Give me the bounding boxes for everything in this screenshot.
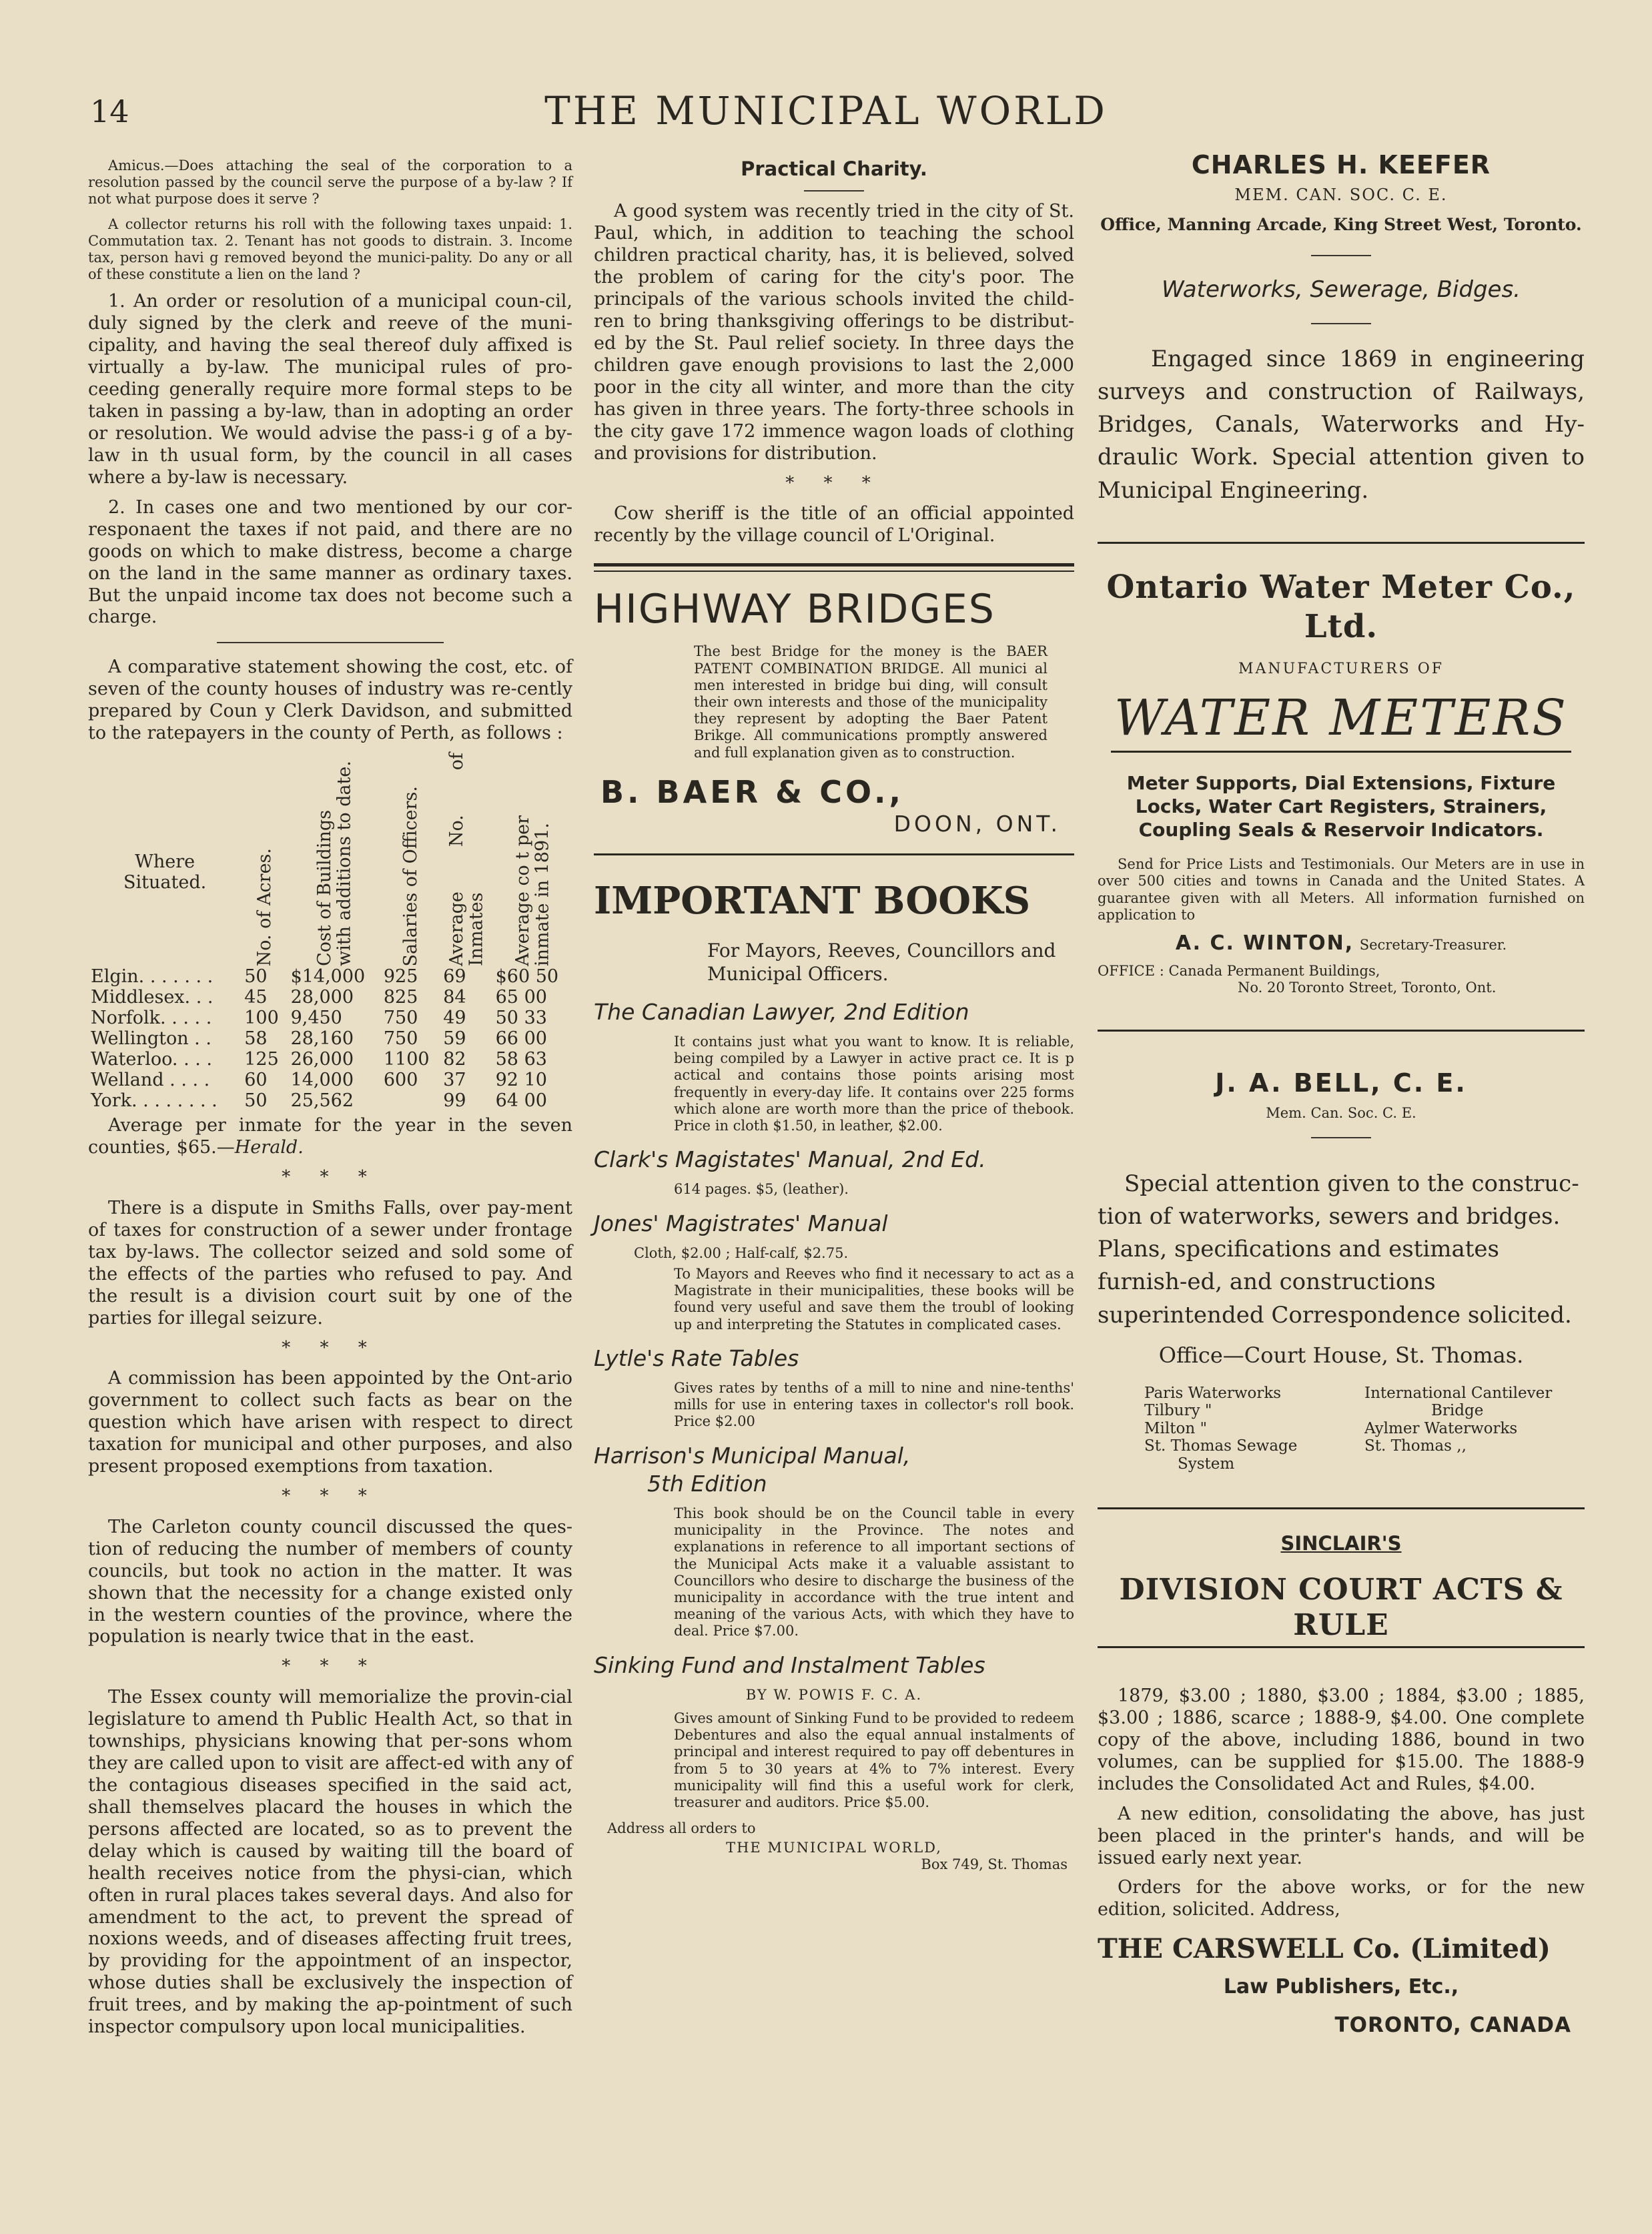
book-jones-body: To Mayors and Reeves who find it necessary to act as a Magistrate in their municipalities, these books will be found very useful and save them the troubl of looking up and interpreting the Statutes in complicated cases. — [674, 1265, 1074, 1333]
header-salaries: Salaries of Officers. — [400, 785, 421, 967]
book-lytle-body: Gives rates by tenths of a mill to nine and nine-tenths' mills for use in entering taxes in collector's roll book. Price $2.00 — [674, 1379, 1074, 1430]
winton-office-line2: No. 20 Toronto Street, Toronto, Ont. — [1238, 979, 1497, 996]
amicus-question: Amicus.—Does attaching the seal of the corporation to a resolution passed by the council serve the purpose of a by-law ? If not what purpose does it serve ? — [88, 157, 572, 208]
charity-title: Practical Charity. — [741, 157, 927, 180]
commission-paragraph: A commission has been appointed by the Ont-ario government to collect such facts as bear on the question which have arisen with respect to direct taxation for municipal and other purposes, and also present proposed exemptions from taxation. — [88, 1368, 572, 1477]
table-row: Norfolk. . . . . 100 9,450 750 49 50 33 — [91, 1008, 547, 1029]
herald-source: Herald. — [234, 1137, 304, 1158]
sinclair-label: SINCLAIR'S — [1280, 1532, 1402, 1555]
section-stars: * * * — [282, 1486, 379, 1507]
book-clarks-manual-title: Clark's Magistates' Manual, 2nd Ed. — [594, 1146, 986, 1173]
bell-works-right: International Cantilever Bridge Aylmer Waterworks St. Thomas ,, — [1364, 1385, 1553, 1455]
divider — [1311, 323, 1371, 324]
charity-paragraph: A good system was recently tried in the city of St. Paul, which, in addition to teaching the school children practical charity, has, it is believed, solved the problem of caring for the city's poor. The principals of the various schools invited the child-ren to bring thanksgiving offerings to be distribut-ed by the St. Paul relief society. In three days the children gave enough provisions to last the 2,000 poor in the city all winter, and more than the city has given in three years. The forty-three schools in the city gave 172 immence wagon loads of clothing and provisions for distribution. — [594, 201, 1074, 464]
divider — [594, 853, 1074, 855]
column-left — [88, 157, 572, 2046]
book-canadian-lawyer-title: The Canadian Lawyer, 2nd Edition — [594, 998, 969, 1025]
highway-bridges-title: HIGHWAY BRIDGES — [594, 586, 995, 633]
important-books-subtitle: For Mayors, Reeves, Councillors and Municipal Officers. — [707, 940, 1056, 985]
column-middle — [594, 157, 1074, 1874]
carswell-name: THE CARSWELL Co. (Limited) — [1098, 1933, 1551, 1965]
divider — [1311, 255, 1371, 256]
divider — [804, 190, 864, 192]
smiths-falls-paragraph: There is a dispute in Smiths Falls, over pay-ment of taxes for construction of a sewer under frontage tax by-laws. The collector seized and sold some of the effects of the parties who refused to pay. And the result is a division court suit by one of the parties for illegal seizure. — [88, 1198, 572, 1329]
answer-one: 1. An order or resolution of a municipal coun-cil, duly signed by the clerk and reeve of the muni-cipality, and having the seal thereof duly affixed is virtually a by-law. The municipal rules of pro-ceeding generally require more formal steps to be taken in passing a by-law, than in adopting an order or resolution. We would advise the pass-i g of a by-law in th usual form, by the council in all cases where a by-law is necessary. — [88, 291, 572, 488]
winton-name: A. C. WINTON, — [1175, 932, 1354, 956]
table-row: York. . . . . . . . 50 25,562 99 64 00 — [91, 1090, 547, 1112]
essex-paragraph: The Essex county will memorialize the provin-cial legislature to amend th Public Health Act, so that in townships, physicians knowing that per-sons whom they are called upon to visit are affect-ed with any of the contagious diseases specified in the said act, shall themselves placard the houses in which the persons affected are located, so as to prevent the delay which is caused by waiting till the board of health receives notice from the physi-cian, which often in rural places takes several days. And also for amendment to the act, to prevent the spread of noxions weeds, and of diseases affecting fruit trees, by providing for the appointment of an inspector, whose duties shall be exclusively the inspection of fruit trees, and by making the ap-pointment of such inspector compulsory upon local municipalities. — [88, 1687, 572, 2038]
book-clarks-manual-body: 614 pages. $5, (leather). — [674, 1181, 849, 1198]
keefer-office: Office, Manning Arcade, King Street West, Toronto. — [1100, 214, 1582, 234]
bell-name: J. A. BELL, C. E. — [1215, 1068, 1467, 1098]
divider — [1098, 542, 1585, 544]
winton-line — [1098, 932, 1585, 956]
ontario-water-meter-title: Ontario Water Meter Co., Ltd. — [1106, 569, 1576, 645]
ontario-manufacturers-label: MANUFACTURERS OF — [1238, 661, 1444, 678]
header-acres: No. of Acres. — [254, 847, 276, 967]
winton-office — [1098, 963, 1585, 980]
bell-body: Special attention given to the construc-tion of waterworks, sewers and bridges. Plans, specifications and estimates furnish-ed, and constructions superintended Correspondence solicited. — [1098, 1170, 1579, 1329]
bell-office: Office—Court House, St. Thomas. — [1158, 1343, 1524, 1369]
ontario-send-text: Send for Price Lists and Testimonials. Our Meters are in use in over 500 cities and towns in Canada and the United States. A guarantee given with all Meters. All information furnished on application to — [1098, 856, 1585, 923]
header-cost-per-inmate: Average co t per inmate in 1891. — [512, 815, 553, 967]
table-row: Welland . . . . 60 14,000 600 37 92 10 — [91, 1070, 547, 1091]
divider-thin — [594, 571, 1074, 572]
bell-membership: Mem. Can. Soc. C. E. — [1266, 1105, 1416, 1122]
keefer-name: CHARLES H. KEEFER — [1191, 150, 1491, 179]
section-stars: * * * — [282, 1167, 379, 1188]
divider — [1311, 1137, 1371, 1138]
baer-company: B. BAER & CO., — [600, 773, 905, 810]
highway-bridges-body: The best Bridge for the money is the BAER PATENT COMBINATION BRIDGE. All munici al men interested in bridge bui ding, will consult their own interests and those of the municipality they represent by adopting the Baer Patent Brikge. All communications promptly answered and full explanation given as to construction. — [694, 643, 1048, 761]
collector-question: A collector returns his roll with the following taxes unpaid: 1. Commutation tax. 2. Tenant has not goods to distrain. 3. Income tax, person havi g removed beyond the munici-pality. Do any or all of these constitute a lien on the land ? — [88, 216, 572, 283]
book-harrison-edition: 5th Edition — [647, 1470, 767, 1497]
book-lytle-title: Lytle's Rate Tables — [594, 1345, 799, 1371]
winton-office-line1: Canada Permanent Buildings, — [1168, 962, 1380, 979]
keefer-body: Engaged since 1869 in engineering surveys and construction of Railways, Bridges, Canals, Waterworks and Hy-draulic Work. Special attention given to Municipal Engineering. — [1098, 345, 1585, 504]
table-row: Elgin. . . . . . . 50 $14,000 925 69 $60 50 — [91, 966, 559, 988]
book-sinking-fund-body: Gives amount of Sinking Fund to be provided to redeem Debentures and also the equal annual instalments of principal and interest required to pay off debentures in from 5 to 30 years at 4% to 7% interest. Every municipality will find this a useful work for clerk, treasurer and auditors. Price $5.00. — [674, 1710, 1074, 1810]
cow-sheriff-paragraph: Cow sheriff is the title of an official appointed recently by the village council of L'Original. — [594, 503, 1074, 546]
important-books-title: IMPORTANT BOOKS — [594, 879, 1031, 923]
book-canadian-lawyer-body: It contains just what you want to know. It is reliable, being compiled by a Lawyer in active pract ce. It is p actical and contains those points arising most frequently in every-day life. It contains over 225 forms which alone are worth more than the price of thebook. Price in cloth $1.50, in leather, $2.00. — [674, 1033, 1074, 1134]
orders-paragraph: Orders for the above works, or for the new edition, solicited. Address, — [1098, 1877, 1585, 1920]
table-row: Middlesex. . . 45 28,000 825 84 65 00 — [91, 987, 547, 1008]
book-harrison-body: This book should be on the Council table in every municipality in the Province. The notes and explanations in reference to all important sections of the Municipal Acts make it a valuable assistant to Councillors who desire to discharge the business of the municipality in accordance with the true intent and meaning of the various Acts, with which they have to deal. Price $7.00. — [674, 1505, 1074, 1639]
section-stars: * * * — [282, 1337, 379, 1358]
county-houses-table — [88, 753, 572, 1111]
header-cost: Cost of Buildings with additions to date. — [314, 761, 355, 967]
toronto-canada: TORONTO, CANADA — [1334, 2012, 1571, 2037]
bell-works-left: Paris Waterworks Tilbury " Milton " St. Thomas Sewage System — [1144, 1385, 1298, 1473]
keefer-membership: MEM. CAN. SOC. C. E. — [1234, 185, 1448, 205]
divider — [1098, 1507, 1585, 1509]
comparative-statement: A comparative statement showing the cost, etc. of seven of the county houses of industry was re-cently prepared by Coun y Clerk Davidson, and submitted to the ratepayers in the county of Perth, as follows : — [88, 657, 572, 744]
book-sinking-fund-author: BY W. POWIS F. C. A. — [745, 1686, 923, 1703]
book-jones-price: Cloth, $2.00 ; Half-calf, $2.75. — [634, 1244, 849, 1261]
keefer-specialty: Waterworks, Sewerage, Bidges. — [1162, 276, 1521, 304]
water-meters-heading: WATER METERS — [1111, 688, 1571, 753]
divider — [217, 642, 444, 643]
where-situated-header: Where Situated. — [123, 851, 207, 893]
winton-role: Secretary-Treasurer. — [1359, 937, 1507, 954]
table-row: Wellington . . 58 28,160 750 59 66 00 — [91, 1028, 547, 1050]
address-name: THE MUNICIPAL WORLD, — [726, 1840, 942, 1856]
divider — [1098, 1030, 1585, 1032]
carleton-paragraph: The Carleton county council discussed the ques-tion of reducing the number of members of county councils, but took no action in the matter. It was shown that the necessity for a change existed only in the western counties of the province, where the population is nearly twice that in the east. — [88, 1516, 572, 1647]
law-publishers: Law Publishers, Etc., — [1223, 1975, 1459, 1999]
new-edition-paragraph: A new edition, consolidating the above, has just been placed in the printer's hands, and will be issued early next year. — [1098, 1803, 1585, 1868]
book-jones-manual-title: Jones' Magistrates' Manual — [594, 1210, 888, 1236]
ontario-supports: Meter Supports, Dial Extensions, Fixture Locks, Water Cart Registers, Strainers, Coupling Seals & Reservoir Indicators. — [1126, 772, 1556, 841]
page-number: 14 — [90, 93, 129, 129]
division-court-title: DIVISION COURT ACTS & RULE — [1098, 1572, 1585, 1648]
address-box: Box 749, St. Thomas — [921, 1856, 1068, 1873]
column-right — [1098, 149, 1585, 2038]
section-stars: * * * — [785, 472, 883, 493]
baer-location: DOON, ONT. — [893, 810, 1061, 837]
divider-thick — [594, 563, 1074, 567]
address-label: Address all orders to — [607, 1820, 756, 1837]
section-stars: * * * — [282, 1656, 379, 1677]
winton-office-label: OFFICE : — [1098, 962, 1164, 979]
table-row: Waterloo. . . . 125 26,000 1100 82 58 63 — [91, 1049, 547, 1070]
book-sinking-fund-title: Sinking Fund and Instalment Tables — [594, 1651, 985, 1678]
bell-works-list — [1144, 1385, 1585, 1473]
division-court-body: 1879, $3.00 ; 1880, $3.00 ; 1884, $3.00 ; 1885, $3.00 ; 1886, scarce ; 1888-9, $4.00. One complete copy of the above, including 1886, bound in two volumes, can be supplied for $15.00. The 1888-9 includes the Consolidated Act and Rules, $4.00. — [1098, 1685, 1585, 1794]
answer-two: 2. In cases one and two mentioned by our cor-responaent the taxes if not paid, and there are no goods on which to make distress, become a charge on the land in the same manner as ordinary taxes. But the unpaid income tax does not become such a charge. — [88, 496, 572, 628]
book-harrison-title: Harrison's Municipal Manual, — [594, 1442, 911, 1469]
average-per-inmate: Average per inmate for the year in the seven counties, $65.—Herald. — [88, 1115, 572, 1158]
masthead: THE MUNICIPAL WORLD — [544, 88, 1108, 133]
header-inmates: Average No. of Inmates — [446, 753, 487, 967]
